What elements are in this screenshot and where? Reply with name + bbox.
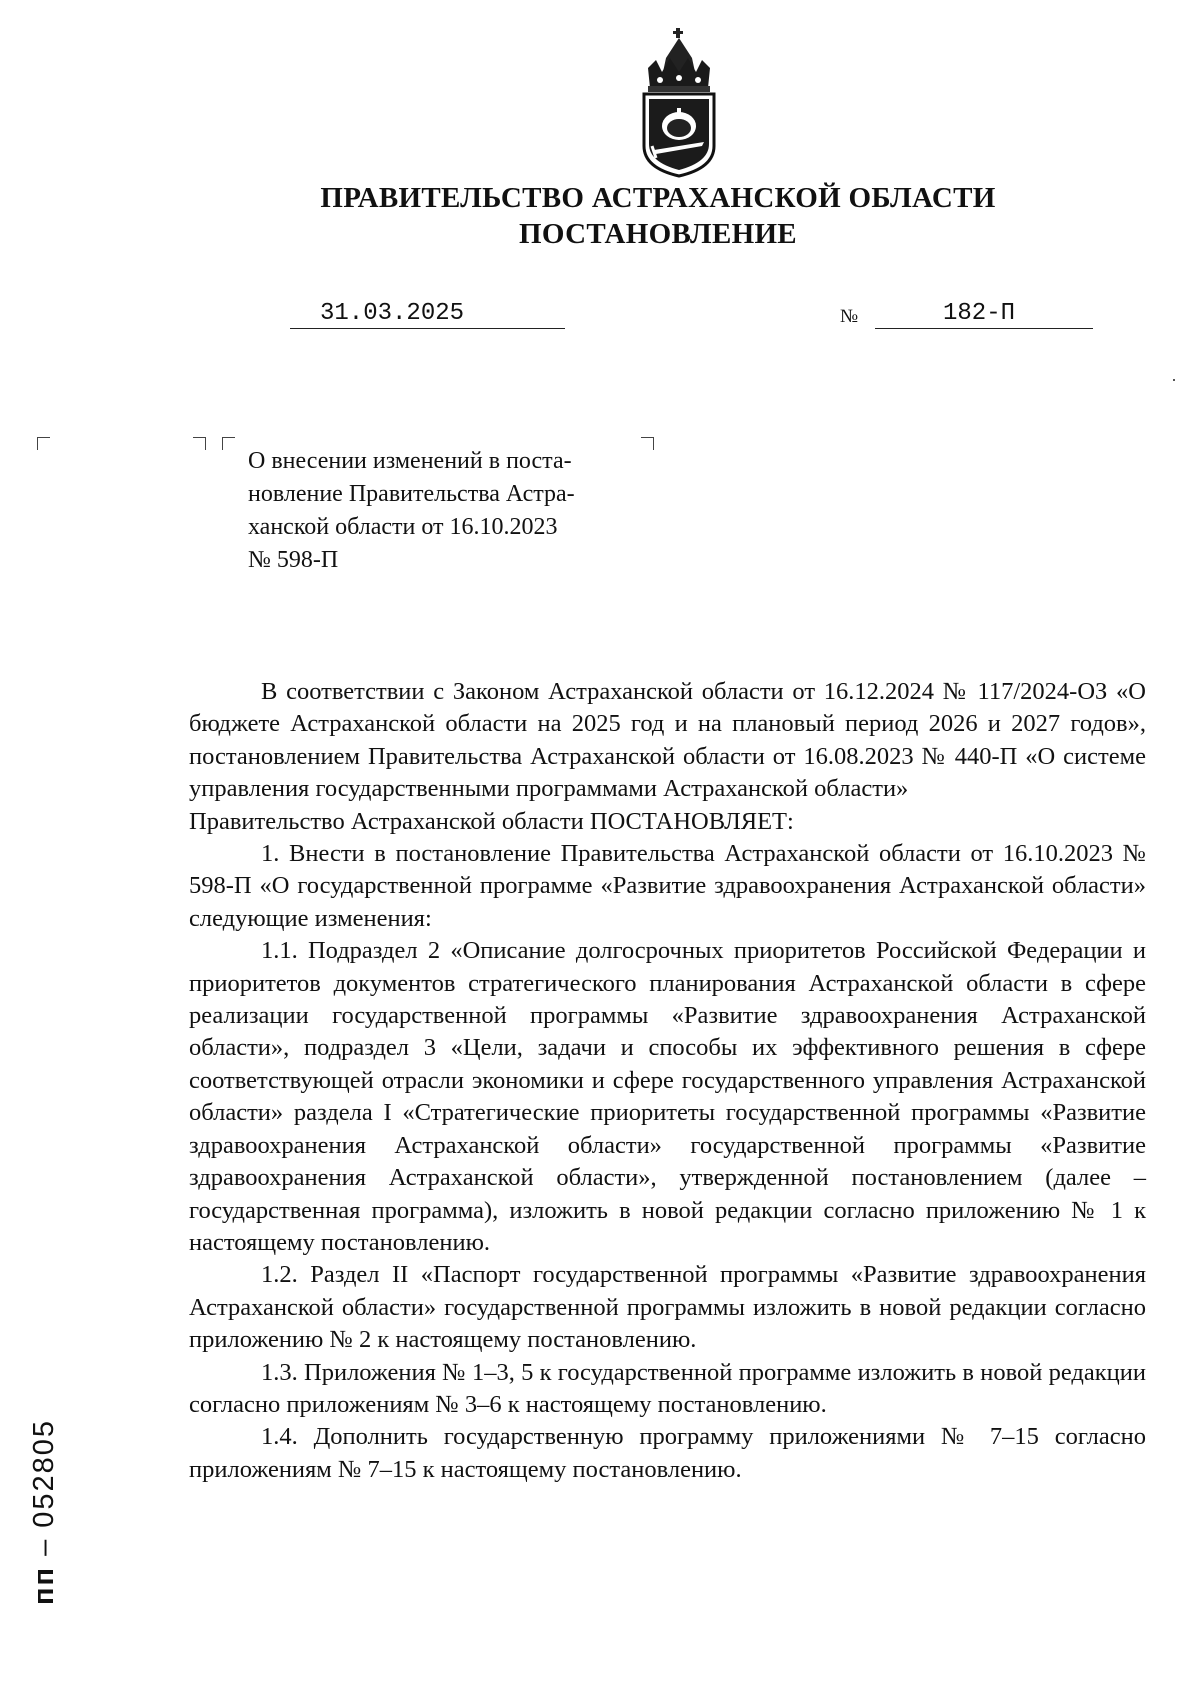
document-code (28, 1415, 61, 1605)
corner-mark (222, 437, 235, 450)
body-paragraph: 1.4. Дополнить государственную программу приложениями № 7–15 согласно приложениям № 7–15 к настоящему постановлению. (189, 1423, 1146, 1483)
body-paragraph: Правительство Астраханской области ПОСТАНОВЛЯЕТ: (189, 807, 794, 835)
document-subject (248, 445, 648, 577)
code-prefix: пп (28, 1565, 60, 1605)
subject-line: № 598-П (248, 547, 339, 573)
government-name: ПРАВИТЕЛЬСТВО АСТРАХАНСКОЙ ОБЛАСТИ (320, 182, 996, 214)
body-paragraph: 1. Внести в постановление Правительства Астраханской области от 16.10.2023 № 598-П «О государственной программе «Развитие здравоохранения Астраханской области» следующие изменения: (189, 840, 1146, 932)
body-paragraph: 1.1. Подраздел 2 «Описание долгосрочных приоритетов Российской Федерации и приоритетов документов стратегического планирования Астраханской области в сфере реализации государственной программы «Развитие здравоохранения Астраханской области», подраздел 3 «Цели, задачи и способы их эффективного решения в сфере соответствующей отрасли экономики и сфере государственного управления Астраханской области» раздела I «Стратегические приоритеты государственной программы «Развитие здравоохранения Астраханской области» государственной программы «Развитие здравоохранения Астраханской области», утвержденной постановлением (далее – государственная программа), изложить в новой редакции согласно приложению № 1 к настоящему постановлению. (189, 937, 1146, 1256)
body-paragraph: 1.2. Раздел II «Паспорт государственной программы «Развитие здравоохранения Астраханской области» государственной программы изложить в новой редакции согласно приложению № 2 к настоящему постановлению. (189, 1261, 1146, 1354)
body-paragraph: В соответствии с Законом Астраханской области от 16.12.2024 № 117/2024-ОЗ «О бюджете Астраханской области на 2025 год и на плановый период 2026 и 2027 годов», постановлением Правительства Астраханской области от 16.08.2023 № 440-П «О системе управления государственными программами Астраханской области» (189, 678, 1146, 803)
document-date: 31.03.2025 (290, 300, 565, 329)
number-sign: № (840, 306, 859, 327)
corner-mark (37, 437, 50, 450)
body-paragraph: 1.3. Приложения № 1–3, 5 к государственной программе изложить в новой редакции согласно приложениям № 3–6 к настоящему постановлению. (189, 1358, 1146, 1418)
code-number: – 052805 (28, 1418, 60, 1566)
subject-line: О внесении изменений в поста- (248, 448, 572, 474)
coat-of-arms-icon (638, 28, 720, 178)
document-number: 182-П (875, 300, 1093, 329)
corner-mark (193, 437, 206, 450)
document-body (189, 676, 1146, 1486)
scan-speck (1173, 379, 1175, 381)
subject-line: новление Правительства Астра- (248, 481, 575, 507)
subject-line: ханской области от 16.10.2023 (248, 514, 558, 540)
document-type: ПОСТАНОВЛЕНИЕ (519, 218, 797, 250)
